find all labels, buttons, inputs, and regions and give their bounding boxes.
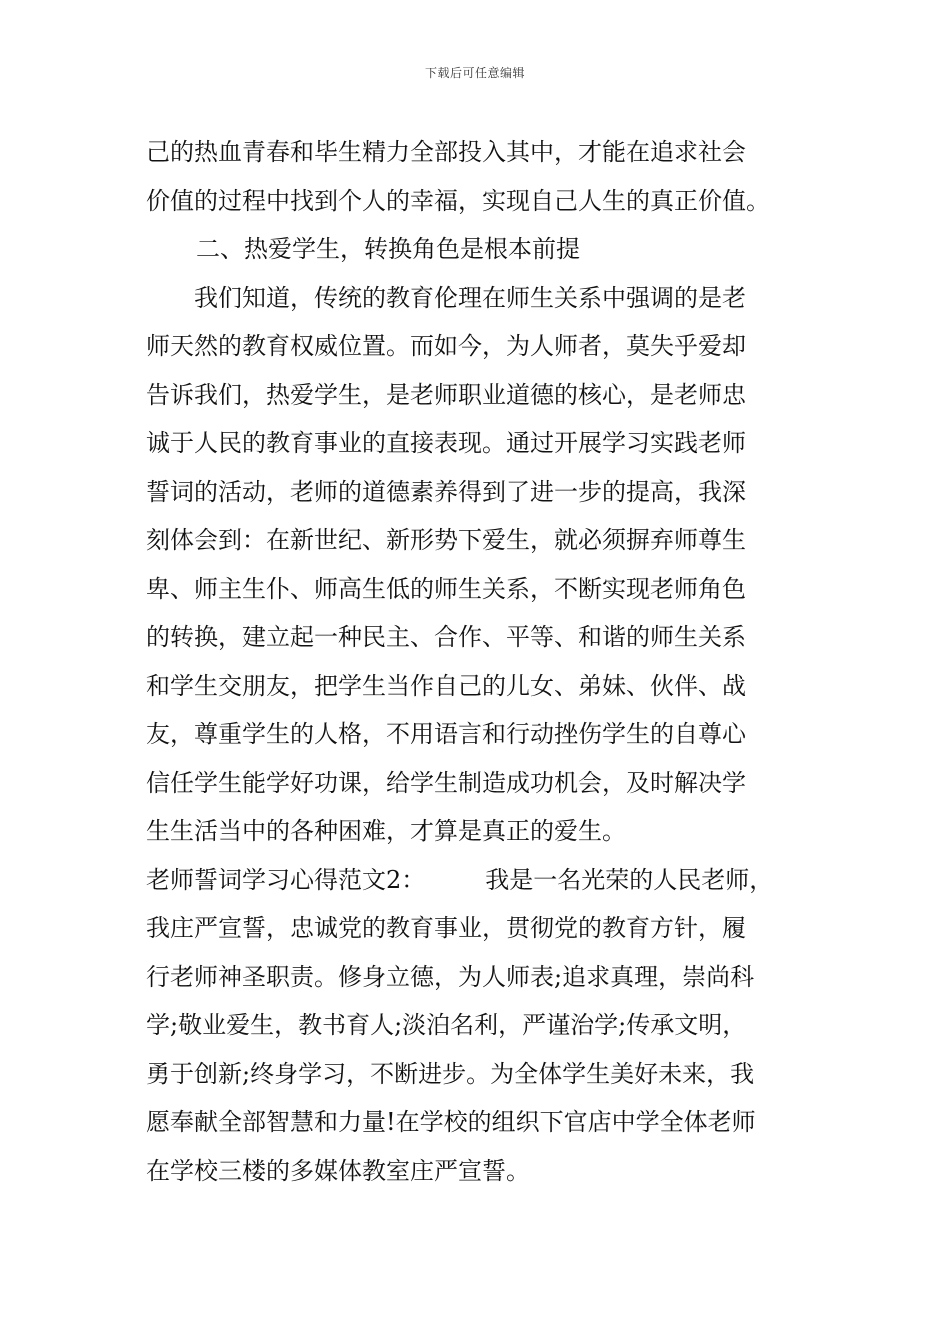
- page-header: 下载后可任意编辑: [424, 66, 525, 80]
- sample2-first-text: 我是一名光荣的人民老师，: [485, 865, 774, 894]
- paragraph-line: 我们知道，传统的教育伦理在师生关系中强调的是老: [194, 283, 746, 312]
- paragraph-line: 师天然的教育权威位置。而如今，为人师者，莫失乎爱却: [146, 332, 746, 360]
- paragraph-line: 勇于创新;终身学习，不断进步。为全体学生美好未来，我: [146, 1059, 755, 1088]
- sample2-heading-line: [146, 856, 811, 905]
- paragraph-line: 和学生交朋友，把学生当作自己的儿女、弟妹、伙伴、战: [146, 671, 746, 700]
- paragraph-line: 我庄严宣誓，忠诚党的教育事业，贯彻党的教育方针，履: [146, 914, 746, 942]
- paragraph-line: 信任学生能学好功课，给学生制造成功机会，及时解决学: [146, 768, 746, 797]
- paragraph-line: 己的热血青春和毕生精力全部投入其中，才能在追求社会: [146, 138, 746, 166]
- document-body: [146, 128, 811, 1195]
- paragraph-line: 诚于人民的教育事业的直接表现。通过开展学习实践老师: [146, 429, 746, 457]
- paragraph-line: 学;敬业爱生，教书育人;淡泊名利，严谨治学;传承文明，: [146, 1011, 747, 1039]
- paragraph-line: 卑、师主生仆、师高生低的师生关系，不断实现老师角色: [146, 574, 746, 603]
- paragraph-line: 的转换，建立起一种民主、合作、平等、和谐的师生关系: [146, 623, 746, 651]
- paragraph-line: 告诉我们，热爱学生，是老师职业道德的核心，是老师忠: [146, 380, 746, 409]
- paragraph-line: 行老师神圣职责。修身立德，为人师表;追求真理，崇尚科: [146, 962, 755, 991]
- sample2-title: 老师誓词学习心得范文2：: [146, 865, 426, 894]
- paragraph-line: 生生活当中的各种困难，才算是真正的爱生。: [146, 817, 626, 845]
- paragraph-line: 友，尊重学生的人格，不用语言和行动挫伤学生的自尊心: [146, 720, 746, 748]
- paragraph-line: 愿奉献全部智慧和力量!在学校的组织下官店中学全体老师: [146, 1108, 756, 1136]
- paragraph-line: 誓词的活动，老师的道德素养得到了进一步的提高，我深: [146, 477, 746, 506]
- section-heading: 二、热爱学生，转换角色是根本前提: [196, 235, 580, 263]
- paragraph-line: 刻体会到：在新世纪、新形势下爱生，就必须摒弃师尊生: [146, 526, 746, 554]
- paragraph-line: 价值的过程中找到个人的幸福，实现自己人生的真正价值。: [146, 186, 770, 215]
- paragraph-line: 在学校三楼的多媒体教室庄严宣誓。: [146, 1156, 530, 1185]
